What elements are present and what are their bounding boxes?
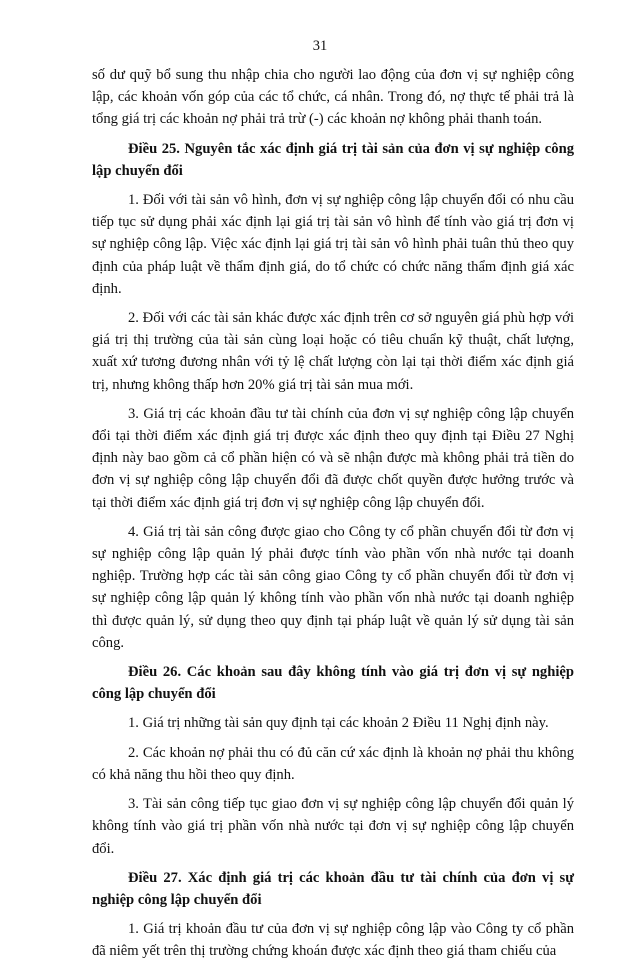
- intro-paragraph: số dư quỹ bổ sung thu nhập chia cho người lao động của đơn vị sự nghiệp công lập, các khoản vốn góp của các tổ chức, cá nhân. Trong đó, nợ thực tế phải trả là tổng giá trị các khoản nợ phải trả trừ (-) các khoản nợ không phải thanh toán.: [92, 67, 574, 128]
- article-25-heading: Điều 25. Nguyên tắc xác định giá trị tài sản của đơn vị sự nghiệp công lập chuyển đổi: [92, 140, 574, 179]
- article-26-heading: Điều 26. Các khoản sau đây không tính vào giá trị đơn vị sự nghiệp công lập chuyển đổi: [92, 664, 574, 703]
- article-26-clause-3: 3. Tài sản công tiếp tục giao đơn vị sự nghiệp công lập chuyển đổi quản lý không tính vào giá trị phần vốn nhà nước tại đơn vị sự nghiệp công lập chuyển đổi.: [92, 796, 574, 857]
- article-25-clause-4: 4. Giá trị tài sản công được giao cho Công ty cổ phần chuyển đổi từ đơn vị sự nghiệp công lập quản lý phải được tính vào phần vốn nhà nước tại doanh nghiệp. Trường hợp các tài sản công giao Công ty cổ phần chuyển đổi từ đơn vị sự nghiệp công lập quản lý không tính vào phần vốn nhà nước tại doanh nghiệp thì được quản lý, sử dụng theo quy định tại pháp luật về quản lý sử dụng tài sản công.: [92, 523, 574, 651]
- article-25-clause-1: 1. Đối với tài sản vô hình, đơn vị sự nghiệp công lập chuyển đổi có nhu cầu tiếp tục sử dụng phải xác định lại giá trị tài sản vô hình để tính vào giá trị đơn vị sự nghiệp công lập. Việc xác định lại giá trị tài sản vô hình phải tuân thủ theo quy định của pháp luật về thẩm định giá, do tổ chức có chức năng thẩm định giá xác định.: [92, 192, 574, 297]
- article-27-clause-1: 1. Giá trị khoản đầu tư của đơn vị sự nghiệp công lập vào Công ty cổ phần đã niêm yết trên thị trường chứng khoán được xác định theo giá tham chiếu của: [92, 921, 574, 960]
- article-26-clause-2: 2. Các khoản nợ phải thu có đủ căn cứ xác định là khoản nợ phải thu không có khả năng thu hồi theo quy định.: [92, 744, 574, 783]
- article-25-clause-2: 2. Đối với các tài sản khác được xác định trên cơ sở nguyên giá phù hợp với giá trị thị trường của tài sản cùng loại hoặc có tiêu chuẩn kỹ thuật, chất lượng, xuất xứ tương đương nhân với tỷ lệ chất lượng còn lại tại thời điểm xác định giá trị, nhưng không thấp hơn 20% giá trị tài sản mua mới.: [92, 310, 574, 393]
- article-27-heading: Điều 27. Xác định giá trị các khoản đầu tư tài chính của đơn vị sự nghiệp công lập chuyển đổi: [92, 869, 574, 908]
- article-25-clause-3: 3. Giá trị các khoản đầu tư tài chính của đơn vị sự nghiệp công lập chuyển đổi tại thời điểm xác định giá trị được xác định theo quy định tại Điều 27 Nghị định này bao gồm cả cổ phần hiện có và sẽ nhận được mà không phải trả tiền do đơn vị sự nghiệp công lập chuyển đổi đã được chốt quyền được hưởng trước và tại thời điểm xác định giá trị đơn vị sự nghiệp công lập chuyển đổi.: [92, 405, 574, 511]
- article-26-clause-1: 1. Giá trị những tài sản quy định tại các khoản 2 Điều 11 Nghị định này.: [128, 715, 549, 732]
- page-number: 31: [312, 38, 328, 54]
- document-body: [92, 64, 574, 970]
